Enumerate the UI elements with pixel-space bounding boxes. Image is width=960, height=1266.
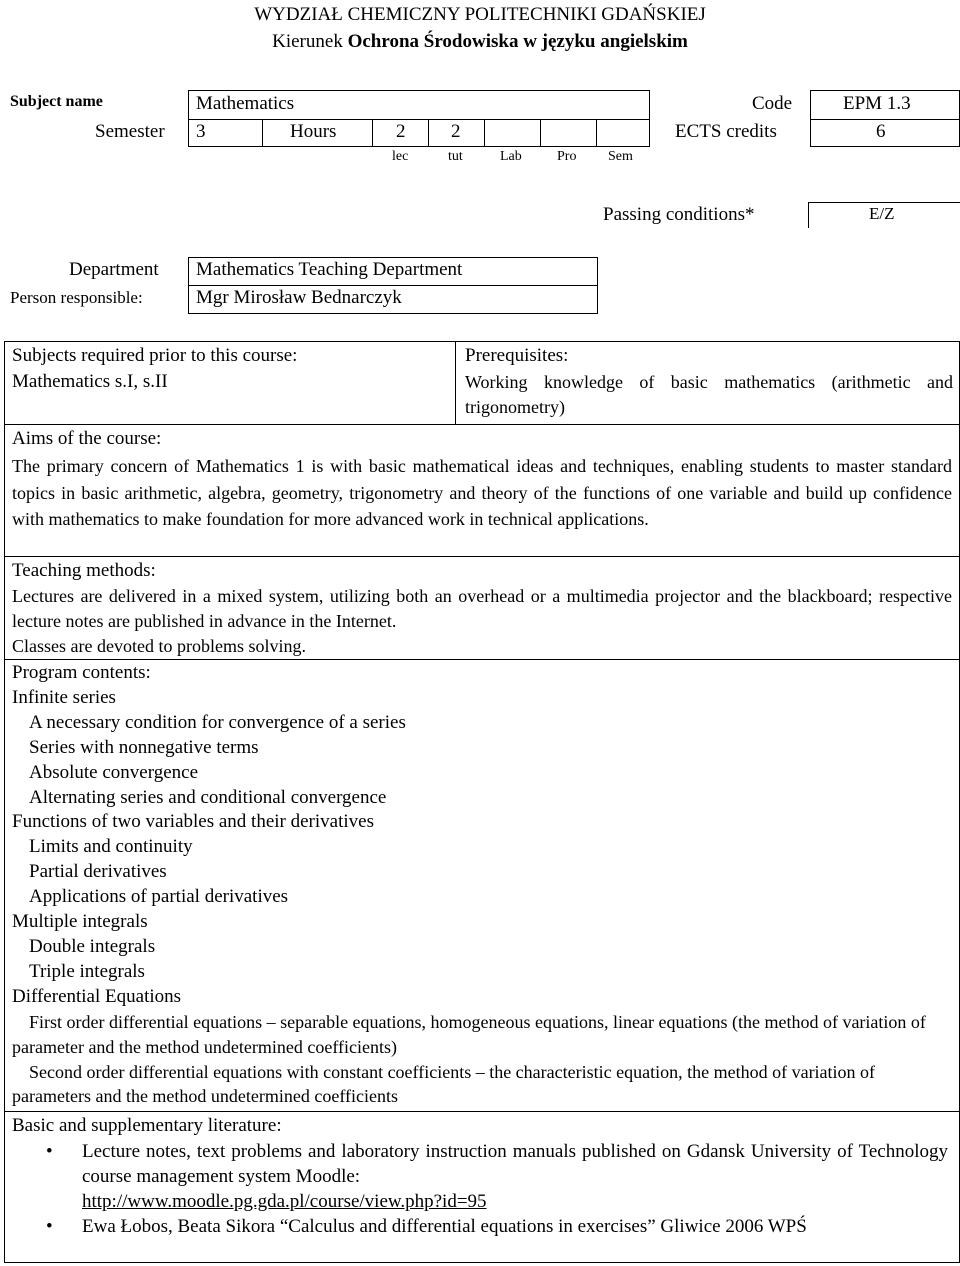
literature-item <box>12 1139 952 1214</box>
subtopic: Double integrals <box>29 935 156 957</box>
moodle-link[interactable]: http://www.moodle.pg.gda.pl/course/view.php?id=95 <box>82 1191 487 1212</box>
subtopic: Limits and continuity <box>29 836 193 858</box>
prerequisites-value: Working knowledge of basic mathematics (arithmetic and trigonometry) <box>465 372 953 417</box>
aims-text: The primary concern of Mathematics 1 is with basic mathematical ideas and techniques, enabling students to master standard topics in basic arithmetic, algebra, geometry, trigonometry and theory of the functions of one variable and build up confidence with mathematics to make foundation for more advanced work in technical applications. <box>12 456 952 529</box>
subtopic: Partial derivatives <box>29 861 167 883</box>
subtopic: Applications of partial derivatives <box>29 886 289 908</box>
subtitle-prefix: Kierunek <box>272 31 348 52</box>
bullet-icon: • <box>46 1216 53 1237</box>
teaching-section <box>12 558 952 658</box>
program-subtitle <box>0 31 960 53</box>
teaching-text-classes: Classes are devoted to problems solving. <box>12 636 306 656</box>
divider <box>484 119 485 147</box>
topic-functions-two-variables: Functions of two variables and their derivatives <box>12 811 374 833</box>
passing-box-left <box>808 202 809 228</box>
col-lab-label: Lab <box>500 149 522 164</box>
literature-label: Basic and supplementary literature: <box>12 1115 282 1136</box>
hours-label: Hours <box>290 121 337 142</box>
semester-row-cells <box>188 119 650 147</box>
aims-label: Aims of the course: <box>12 428 162 449</box>
subjects-required-value: Mathematics s.I, s.II <box>12 371 168 392</box>
subject-name-label: Subject name <box>10 93 103 110</box>
semester-value: 3 <box>196 121 206 142</box>
person-label: Person responsible: <box>10 288 143 307</box>
divider <box>596 119 597 147</box>
teaching-text: Lectures are delivered in a mixed system, utilizing both an overhead or a multimedia projector and the blackboard; respective lecture notes are published in advance in the Internet. <box>12 586 952 631</box>
subtopic: Series with nonnegative terms <box>29 736 259 758</box>
subtopic-second-order: Second order differential equations with constant coefficients – the characteristic equation, the method of variation of parameters and the method undetermined coefficients <box>12 1061 876 1107</box>
literature-item-text: Ewa Łobos, Beata Sikora “Calculus and differential equations in exercises” Gliwice 2006 WPŚ <box>82 1216 807 1237</box>
prerequisites-label: Prerequisites: <box>465 345 569 366</box>
subtopic: A necessary condition for convergence of a series <box>29 711 406 733</box>
program-section <box>12 661 952 1109</box>
subtopic: Triple integrals <box>29 960 145 982</box>
passing-box-top <box>808 202 960 203</box>
col-sem-label: Sem <box>608 149 633 164</box>
literature-item <box>12 1214 952 1239</box>
topic-infinite-series: Infinite series <box>12 686 116 708</box>
department-value: Mathematics Teaching Department <box>196 259 463 280</box>
teaching-label: Teaching methods: <box>12 560 156 581</box>
subtopic: Alternating series and conditional convergence <box>29 786 387 808</box>
code-value: EPM 1.3 <box>843 93 911 114</box>
literature-item-text: Lecture notes, text problems and laboratory instruction manuals published on Gdansk University of Technology course management system Moodle: <box>82 1141 948 1187</box>
hours-tut-value: 2 <box>451 121 461 142</box>
col-pro-label: Pro <box>557 149 577 164</box>
subject-name-value: Mathematics <box>196 93 295 114</box>
program-bottom-line <box>4 1111 960 1112</box>
subjects-required-label: Subjects required prior to this course: <box>12 345 298 366</box>
code-label: Code <box>752 93 793 114</box>
literature-list <box>12 1139 952 1239</box>
department-label: Department <box>69 259 159 280</box>
faculty-title: WYDZIAŁ CHEMICZNY POLITECHNIKI GDAŃSKIEJ <box>254 4 706 25</box>
teaching-bottom-line <box>4 659 960 660</box>
divider <box>540 119 541 147</box>
aims-bottom-line <box>4 556 960 557</box>
divider <box>262 119 263 147</box>
ects-label: ECTS credits <box>675 121 777 142</box>
topic-differential-equations: Differential Equations <box>12 985 182 1007</box>
literature-section <box>12 1113 952 1239</box>
ects-value: 6 <box>876 121 886 142</box>
subtopic: Absolute convergence <box>29 761 199 783</box>
bullet-icon: • <box>46 1141 53 1162</box>
divider <box>372 119 373 147</box>
passing-conditions-value: E/Z <box>869 204 895 223</box>
passing-conditions-label: Passing conditions* <box>603 204 755 225</box>
divider <box>428 119 429 147</box>
subtopic-first-order: First order differential equations – separable equations, homogeneous equations, linear equations (the method of variation of parameter and the method undetermined coefficients) <box>12 1011 926 1057</box>
subtitle-program: Ochrona Środowiska w języku angielskim <box>347 31 688 52</box>
col-tut-label: tut <box>448 149 463 164</box>
hours-lec-value: 2 <box>396 121 406 142</box>
prereq-bottom-line <box>4 424 960 425</box>
semester-label: Semester <box>95 121 165 142</box>
person-value: Mgr Mirosław Bednarczyk <box>196 287 402 308</box>
col-lec-label: lec <box>392 149 409 164</box>
aims-section <box>12 427 952 533</box>
topic-multiple-integrals: Multiple integrals <box>12 911 148 933</box>
prereq-divider <box>455 341 456 425</box>
program-label: Program contents: <box>12 662 151 683</box>
